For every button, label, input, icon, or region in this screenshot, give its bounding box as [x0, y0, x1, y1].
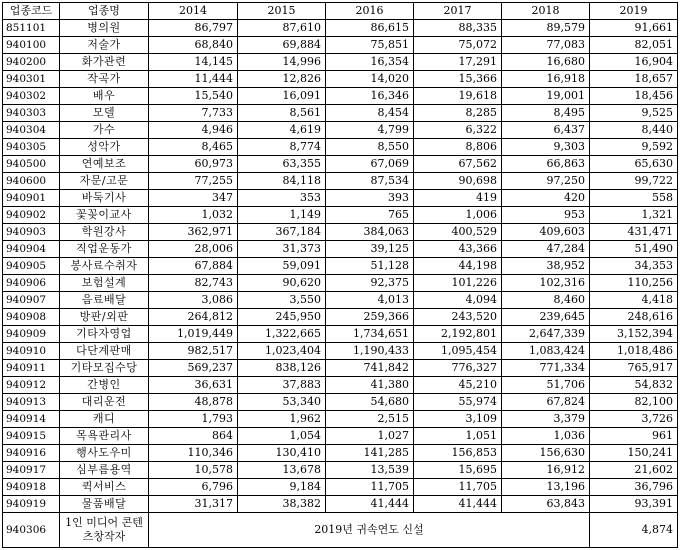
cell-2014: 77,255: [149, 173, 238, 190]
cell-2018: 156,630: [502, 445, 590, 462]
table-row: [3, 275, 678, 292]
cell-2014: 67,884: [149, 258, 238, 275]
cell-2018: 77,083: [502, 37, 590, 54]
cell-2018: 47,284: [502, 241, 590, 258]
cell-2016: 92,375: [326, 275, 414, 292]
table-body: [3, 20, 678, 548]
cell-2019: 4,418: [590, 292, 678, 309]
table-row: [3, 37, 678, 54]
cell-code: 940100: [3, 37, 60, 54]
cell-2016: 4,799: [326, 122, 414, 139]
cell-2014: 347: [149, 190, 238, 207]
cell-2014: 569,237: [149, 360, 238, 377]
cell-2019: 150,241: [590, 445, 678, 462]
cell-2014: 110,346: [149, 445, 238, 462]
cell-2015: 1,054: [238, 428, 326, 445]
cell-name: 기타모집수당: [60, 360, 149, 377]
cell-code: 940911: [3, 360, 60, 377]
cell-2017: 101,226: [414, 275, 502, 292]
header-2016: 2016: [326, 3, 414, 20]
cell-2016: 11,705: [326, 479, 414, 496]
cell-2017: 90,698: [414, 173, 502, 190]
cell-2015: 53,340: [238, 394, 326, 411]
cell-name: 가수: [60, 122, 149, 139]
table-row: [3, 88, 678, 105]
cell-2014: 6,796: [149, 479, 238, 496]
table-row: [3, 122, 678, 139]
cell-code: 940913: [3, 394, 60, 411]
cell-name: 연예보조: [60, 156, 149, 173]
cell-code: 940917: [3, 462, 60, 479]
cell-name: 대리운전: [60, 394, 149, 411]
cell-2018: 63,843: [502, 496, 590, 513]
cell-2018: 102,316: [502, 275, 590, 292]
cell-name: 기타자영업: [60, 326, 149, 343]
cell-code: 940500: [3, 156, 60, 173]
header-2019: 2019: [590, 3, 678, 20]
cell-2015: 9,184: [238, 479, 326, 496]
cell-2019: 3,726: [590, 411, 678, 428]
header-2017: 2017: [414, 3, 502, 20]
table-row: [3, 54, 678, 71]
cell-2016: 393: [326, 190, 414, 207]
table-row: [3, 292, 678, 309]
cell-name: 직업운동가: [60, 241, 149, 258]
cell-name: 방판/외판: [60, 309, 149, 326]
cell-2018: 239,645: [502, 309, 590, 326]
cell-name: 1인 미디어 콘텐츠창작자: [60, 513, 149, 548]
cell-code: 851101: [3, 20, 60, 37]
cell-2014: 11,444: [149, 71, 238, 88]
cell-2019: 431,471: [590, 224, 678, 241]
table-row: [3, 224, 678, 241]
cell-code: 940919: [3, 496, 60, 513]
cell-2019: 1,018,486: [590, 343, 678, 360]
cell-2017: 776,327: [414, 360, 502, 377]
cell-2019: 54,832: [590, 377, 678, 394]
cell-2019: 21,602: [590, 462, 678, 479]
cell-name: 모델: [60, 105, 149, 122]
cell-2019: 1,321: [590, 207, 678, 224]
cell-2015: 37,883: [238, 377, 326, 394]
table-row: [3, 258, 678, 275]
cell-2016: 86,615: [326, 20, 414, 37]
cell-name: 병의원: [60, 20, 149, 37]
cell-2019: 9,592: [590, 139, 678, 156]
cell-2017: 2,192,801: [414, 326, 502, 343]
cell-2019: 16,904: [590, 54, 678, 71]
cell-2014: 36,631: [149, 377, 238, 394]
cell-2019: 248,616: [590, 309, 678, 326]
cell-2014: 3,086: [149, 292, 238, 309]
cell-2014: 1,019,449: [149, 326, 238, 343]
cell-name: 다단계판매: [60, 343, 149, 360]
cell-2015: 84,118: [238, 173, 326, 190]
header-row: [3, 3, 678, 20]
cell-2018: 19,001: [502, 88, 590, 105]
cell-2019: 99,722: [590, 173, 678, 190]
cell-2017: 6,322: [414, 122, 502, 139]
cell-2018: 1,036: [502, 428, 590, 445]
cell-2017: 75,072: [414, 37, 502, 54]
cell-2015: 130,410: [238, 445, 326, 462]
cell-2016: 741,842: [326, 360, 414, 377]
cell-2017: 8,806: [414, 139, 502, 156]
cell-name: 저술가: [60, 37, 149, 54]
cell-2017: 17,291: [414, 54, 502, 71]
cell-name: 배우: [60, 88, 149, 105]
header-name: 업종명: [60, 3, 149, 20]
cell-2018: 420: [502, 190, 590, 207]
cell-code: 940903: [3, 224, 60, 241]
table-row: [3, 479, 678, 496]
cell-2015: 69,884: [238, 37, 326, 54]
cell-2016: 1,027: [326, 428, 414, 445]
cell-code: 940915: [3, 428, 60, 445]
cell-2017: 55,974: [414, 394, 502, 411]
cell-2015: 8,561: [238, 105, 326, 122]
cell-2015: 838,126: [238, 360, 326, 377]
cell-2016: 141,285: [326, 445, 414, 462]
cell-2017: 1,095,454: [414, 343, 502, 360]
cell-2015: 59,091: [238, 258, 326, 275]
cell-2019: 8,440: [590, 122, 678, 139]
cell-name: 퀵서비스: [60, 479, 149, 496]
cell-name: 물품배달: [60, 496, 149, 513]
cell-2019: 4,874: [590, 513, 678, 548]
cell-2015: 367,184: [238, 224, 326, 241]
cell-2014: 4,946: [149, 122, 238, 139]
cell-2019: 110,256: [590, 275, 678, 292]
cell-2019: 9,525: [590, 105, 678, 122]
cell-2015: 90,620: [238, 275, 326, 292]
cell-2014: 7,733: [149, 105, 238, 122]
cell-2018: 8,460: [502, 292, 590, 309]
cell-name: 간병인: [60, 377, 149, 394]
cell-code: 940600: [3, 173, 60, 190]
cell-2017: 11,705: [414, 479, 502, 496]
cell-2014: 60,973: [149, 156, 238, 173]
cell-code: 940907: [3, 292, 60, 309]
cell-2014: 31,317: [149, 496, 238, 513]
cell-2014: 48,878: [149, 394, 238, 411]
cell-2017: 67,562: [414, 156, 502, 173]
cell-2019: 51,490: [590, 241, 678, 258]
cell-note: 2019년 귀속연도 신설: [149, 513, 590, 548]
cell-2018: 16,912: [502, 462, 590, 479]
cell-name: 성악가: [60, 139, 149, 156]
cell-2018: 9,303: [502, 139, 590, 156]
cell-2019: 65,630: [590, 156, 678, 173]
cell-2016: 765: [326, 207, 414, 224]
cell-2014: 8,465: [149, 139, 238, 156]
cell-name: 화가관련: [60, 54, 149, 71]
cell-2018: 2,647,339: [502, 326, 590, 343]
header-2015: 2015: [238, 3, 326, 20]
cell-2017: 1,006: [414, 207, 502, 224]
cell-code: 940914: [3, 411, 60, 428]
cell-name: 학원강사: [60, 224, 149, 241]
cell-2016: 384,063: [326, 224, 414, 241]
cell-code: 940304: [3, 122, 60, 139]
cell-name: 보험설계: [60, 275, 149, 292]
cell-2014: 14,145: [149, 54, 238, 71]
cell-2017: 15,366: [414, 71, 502, 88]
table-row: [3, 394, 678, 411]
header-code: 업종코드: [3, 3, 60, 20]
cell-2014: 15,540: [149, 88, 238, 105]
cell-2015: 3,550: [238, 292, 326, 309]
cell-2015: 245,950: [238, 309, 326, 326]
cell-code: 940303: [3, 105, 60, 122]
cell-2018: 97,250: [502, 173, 590, 190]
cell-2014: 86,797: [149, 20, 238, 37]
cell-2016: 39,125: [326, 241, 414, 258]
cell-2016: 16,346: [326, 88, 414, 105]
cell-name: 캐디: [60, 411, 149, 428]
cell-2014: 1,793: [149, 411, 238, 428]
cell-2019: 34,353: [590, 258, 678, 275]
cell-2019: 36,796: [590, 479, 678, 496]
cell-2016: 13,539: [326, 462, 414, 479]
cell-2018: 16,680: [502, 54, 590, 71]
cell-name: 자문/고문: [60, 173, 149, 190]
table-row: [3, 445, 678, 462]
cell-2018: 51,706: [502, 377, 590, 394]
cell-code: 940905: [3, 258, 60, 275]
cell-2016: 16,354: [326, 54, 414, 71]
cell-name: 심부름용역: [60, 462, 149, 479]
cell-2018: 771,334: [502, 360, 590, 377]
table-row: [3, 360, 678, 377]
cell-2015: 4,619: [238, 122, 326, 139]
cell-code: 940908: [3, 309, 60, 326]
cell-code: 940901: [3, 190, 60, 207]
cell-name: 작곡가: [60, 71, 149, 88]
cell-code: 940305: [3, 139, 60, 156]
table-row: [3, 309, 678, 326]
table-row: [3, 377, 678, 394]
cell-2016: 51,128: [326, 258, 414, 275]
cell-2017: 419: [414, 190, 502, 207]
cell-2019: 961: [590, 428, 678, 445]
cell-2016: 4,013: [326, 292, 414, 309]
cell-2015: 14,996: [238, 54, 326, 71]
cell-2016: 1,734,651: [326, 326, 414, 343]
income-by-industry-table: [2, 2, 678, 548]
cell-code: 940912: [3, 377, 60, 394]
table-row: [3, 105, 678, 122]
cell-name: 바둑기사: [60, 190, 149, 207]
table-row-new-category: [3, 513, 678, 548]
cell-2016: 75,851: [326, 37, 414, 54]
table-row: [3, 343, 678, 360]
cell-2016: 2,515: [326, 411, 414, 428]
cell-2017: 8,285: [414, 105, 502, 122]
cell-2017: 1,051: [414, 428, 502, 445]
cell-2018: 3,379: [502, 411, 590, 428]
cell-2017: 400,529: [414, 224, 502, 241]
cell-2015: 1,962: [238, 411, 326, 428]
cell-2018: 89,579: [502, 20, 590, 37]
cell-name: 봉사료수취자: [60, 258, 149, 275]
cell-2019: 18,456: [590, 88, 678, 105]
cell-code: 940302: [3, 88, 60, 105]
cell-2017: 3,109: [414, 411, 502, 428]
table-row: [3, 156, 678, 173]
cell-2015: 1,322,665: [238, 326, 326, 343]
table-row: [3, 411, 678, 428]
cell-code: 940200: [3, 54, 60, 71]
header-2018: 2018: [502, 3, 590, 20]
cell-2017: 43,366: [414, 241, 502, 258]
cell-2019: 82,051: [590, 37, 678, 54]
table-row: [3, 428, 678, 445]
cell-2015: 63,355: [238, 156, 326, 173]
cell-2017: 4,094: [414, 292, 502, 309]
cell-2017: 243,520: [414, 309, 502, 326]
table-row: [3, 207, 678, 224]
cell-2015: 353: [238, 190, 326, 207]
cell-2014: 68,840: [149, 37, 238, 54]
income-table-container: [2, 2, 678, 548]
cell-2018: 1,083,424: [502, 343, 590, 360]
cell-2015: 31,373: [238, 241, 326, 258]
cell-name: 꽃꽂이교사: [60, 207, 149, 224]
cell-2018: 66,863: [502, 156, 590, 173]
table-row: [3, 173, 678, 190]
cell-2016: 8,550: [326, 139, 414, 156]
cell-2014: 264,812: [149, 309, 238, 326]
cell-code: 940916: [3, 445, 60, 462]
cell-2016: 87,534: [326, 173, 414, 190]
cell-2016: 1,190,433: [326, 343, 414, 360]
cell-2018: 13,196: [502, 479, 590, 496]
cell-2014: 10,578: [149, 462, 238, 479]
cell-2016: 8,454: [326, 105, 414, 122]
cell-2015: 1,023,404: [238, 343, 326, 360]
cell-name: 음료배달: [60, 292, 149, 309]
table-row: [3, 71, 678, 88]
cell-code: 940906: [3, 275, 60, 292]
cell-2019: 93,391: [590, 496, 678, 513]
cell-2014: 1,032: [149, 207, 238, 224]
cell-2014: 362,971: [149, 224, 238, 241]
cell-2016: 41,444: [326, 496, 414, 513]
cell-2015: 38,382: [238, 496, 326, 513]
cell-name: 행사도우미: [60, 445, 149, 462]
cell-2018: 38,952: [502, 258, 590, 275]
cell-2015: 16,091: [238, 88, 326, 105]
cell-2016: 67,069: [326, 156, 414, 173]
table-row: [3, 20, 678, 37]
header-2014: 2014: [149, 3, 238, 20]
cell-code: 940301: [3, 71, 60, 88]
cell-2019: 82,100: [590, 394, 678, 411]
cell-code: 940910: [3, 343, 60, 360]
cell-2019: 765,917: [590, 360, 678, 377]
table-row: [3, 462, 678, 479]
cell-name: 목욕관리사: [60, 428, 149, 445]
cell-2017: 156,853: [414, 445, 502, 462]
cell-2019: 91,661: [590, 20, 678, 37]
table-row: [3, 241, 678, 258]
cell-2019: 558: [590, 190, 678, 207]
cell-2017: 15,695: [414, 462, 502, 479]
cell-2016: 14,020: [326, 71, 414, 88]
cell-2019: 18,657: [590, 71, 678, 88]
cell-2017: 19,618: [414, 88, 502, 105]
cell-2019: 3,152,394: [590, 326, 678, 343]
cell-code: 940902: [3, 207, 60, 224]
cell-2017: 88,335: [414, 20, 502, 37]
cell-2016: 41,380: [326, 377, 414, 394]
cell-2014: 864: [149, 428, 238, 445]
cell-2014: 28,006: [149, 241, 238, 258]
cell-code: 940306: [3, 513, 60, 548]
cell-2018: 16,918: [502, 71, 590, 88]
cell-code: 940904: [3, 241, 60, 258]
table-row: [3, 326, 678, 343]
cell-2018: 409,603: [502, 224, 590, 241]
cell-2015: 12,826: [238, 71, 326, 88]
cell-2014: 82,743: [149, 275, 238, 292]
cell-2015: 8,774: [238, 139, 326, 156]
cell-2016: 54,680: [326, 394, 414, 411]
table-row: [3, 190, 678, 207]
cell-2018: 6,437: [502, 122, 590, 139]
cell-2015: 1,149: [238, 207, 326, 224]
cell-2018: 67,824: [502, 394, 590, 411]
cell-2017: 44,198: [414, 258, 502, 275]
cell-2015: 87,610: [238, 20, 326, 37]
table-row: [3, 139, 678, 156]
cell-2015: 13,678: [238, 462, 326, 479]
cell-2017: 45,210: [414, 377, 502, 394]
cell-2016: 259,366: [326, 309, 414, 326]
cell-2018: 8,495: [502, 105, 590, 122]
cell-code: 940909: [3, 326, 60, 343]
cell-2017: 41,444: [414, 496, 502, 513]
cell-code: 940918: [3, 479, 60, 496]
cell-2014: 982,517: [149, 343, 238, 360]
table-row: [3, 496, 678, 513]
cell-2018: 953: [502, 207, 590, 224]
